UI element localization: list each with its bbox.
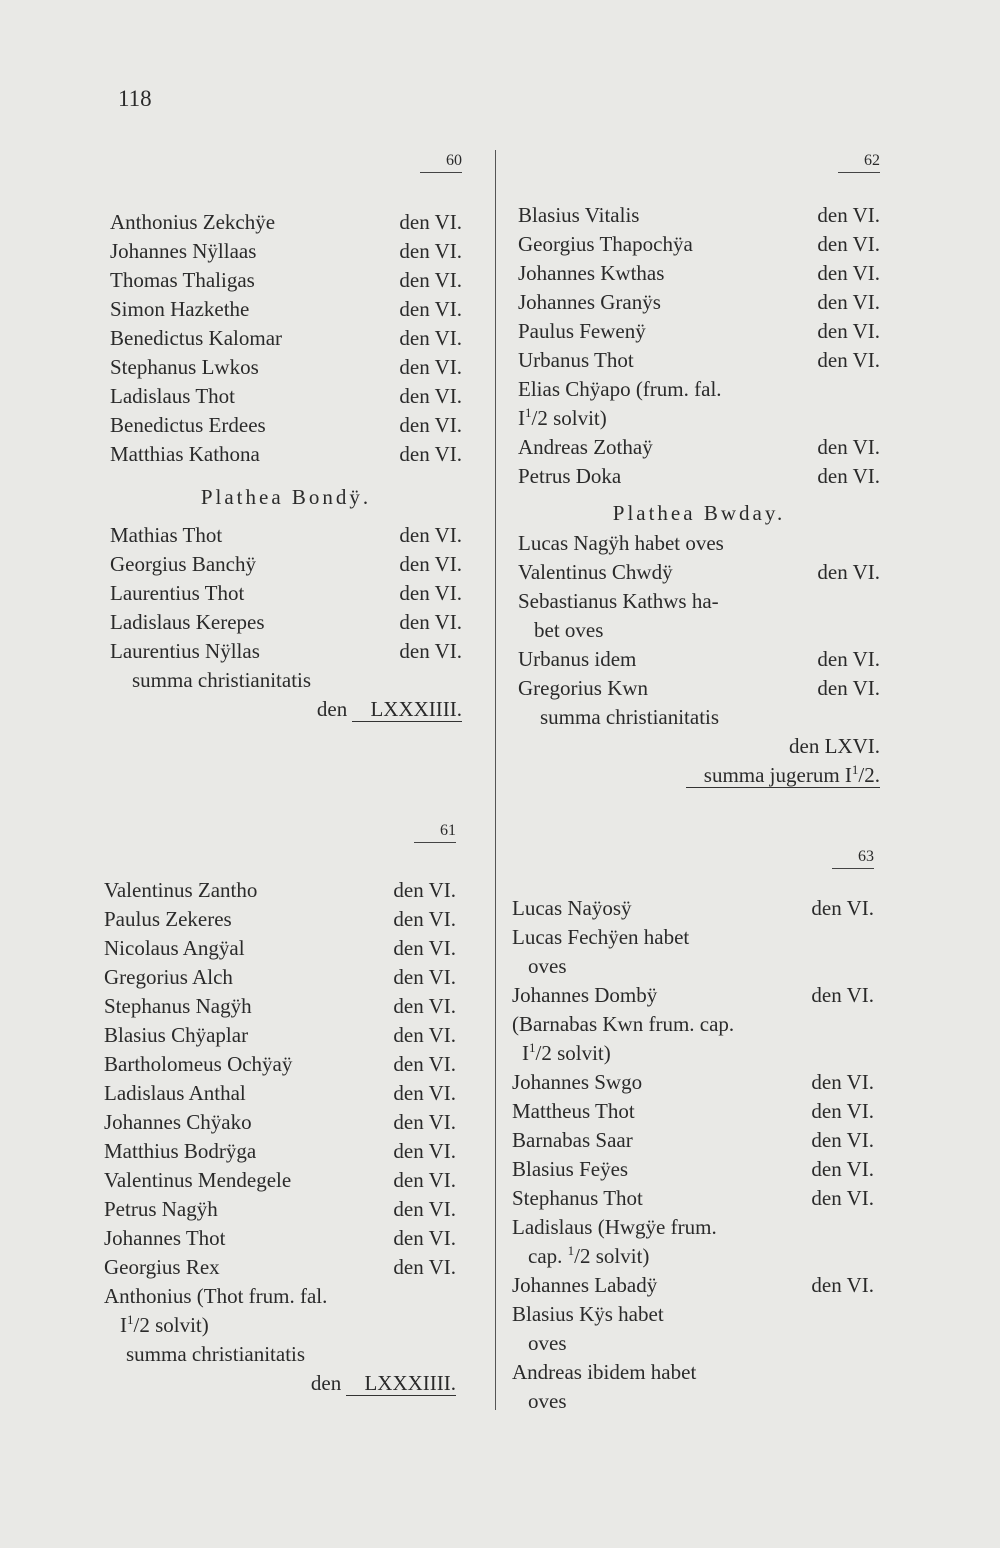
note-line: Lucas Nagÿh habet oves [518,531,724,555]
table-row: Urbanus idem den VI. [518,647,880,671]
table-row: Johannes Nÿllaas den VI. [110,239,462,263]
summa-line: summa christianitatis [132,668,312,692]
table-row: Laurentius Nÿllas den VI. [110,639,462,663]
table-row: Benedictus Kalomar den VI. [110,326,462,350]
section-number: 63 [512,848,874,866]
note-line: Sebastianus Kathws ha- [518,589,719,613]
note-line: Anthonius (Thot frum. fal. [104,1284,328,1308]
note-line: Ladislaus (Hwgÿe frum. [512,1215,717,1239]
table-row: Valentinus Mendegele den VI. [104,1168,456,1192]
table-row: Paulus Fewenÿ den VI. [518,319,880,343]
section-62 [518,152,880,790]
note-line: $I^1/2$ solvit) [120,1312,209,1337]
table-row: Urbanus Thot den VI. [518,348,880,372]
table-row: Nicolaus Angÿal den VI. [104,936,456,960]
table-row: Valentinus Zantho den VI. [104,878,456,902]
table-row: Laurentius Thot den VI. [110,581,462,605]
table-row: Anthonius Zekchÿe den VI. [110,210,462,234]
table-row: Ladislaus Kerepes den VI. [110,610,462,634]
section-60 [110,152,462,724]
column-divider [495,150,496,1410]
street-heading: Plathea Bondÿ. [200,485,372,509]
note-line: Andreas ibidem habet [512,1360,697,1384]
table-row: Johannes Chÿako den VI. [104,1110,456,1134]
table-row: Petrus Nagÿh den VI. [104,1197,456,1221]
note-line: $I^1/2$ solvit) [518,405,607,430]
total-line: den LXXXIIII. [316,697,462,721]
section-number: 60 [110,152,462,170]
total-line: den LXXXIIII. [310,1371,456,1395]
section-number: 61 [104,822,456,840]
table-row: Bartholomeus Ochÿaÿ den VI. [104,1052,456,1076]
table-row: Johannes Granÿs den VI. [518,290,880,314]
section-number: 62 [518,152,880,170]
note-line: oves [528,1389,567,1413]
table-row: Johannes Swgo den VI. [512,1070,874,1094]
table-row: Gregorius Alch den VI. [104,965,456,989]
table-row: Thomas Thaligas den VI. [110,268,462,292]
table-row: Stephanus Lwkos den VI. [110,355,462,379]
note-line: cap. $^1$/2 solvit) [528,1243,650,1268]
note-line: oves [528,1331,567,1355]
note-line: $I^1/2$ solvit) [522,1040,611,1065]
table-row: Stephanus Nagÿh den VI. [104,994,456,1018]
table-row: Barnabas Saar den VI. [512,1128,874,1152]
note-line: Blasius Kÿs habet [512,1302,664,1326]
note-line: bet oves [534,618,604,642]
table-row: Valentinus Chwdÿ den VI. [518,560,880,584]
table-row: Stephanus Thot den VI. [512,1186,874,1210]
jugerum-line: summa jugerum $I^1/2$. [518,761,880,790]
table-row: Ladislaus Thot den VI. [110,384,462,408]
table-row: Gregorius Kwn den VI. [518,676,880,700]
street-heading: Plathea Bwday. [612,501,786,525]
table-row: Matthias Kathona den VI. [110,442,462,466]
table-row: Lucas Naÿosÿ den VI. [512,896,874,920]
note-line: Elias Chÿapo (frum. fal. [518,377,722,401]
section-61 [104,822,456,1398]
table-row: Benedictus Erdees den VI. [110,413,462,437]
table-row: Johannes Labadÿ den VI. [512,1273,874,1297]
table-row: Mathias Thot den VI. [110,523,462,547]
table-row: Johannes Kwthas den VI. [518,261,880,285]
table-row: Johannes Dombÿ den VI. [512,983,874,1007]
table-row: Blasius Feÿes den VI. [512,1157,874,1181]
table-row: Georgius Banchÿ den VI. [110,552,462,576]
table-row: Georgius Rex den VI. [104,1255,456,1279]
table-row: Petrus Doka den VI. [518,464,880,488]
table-row: Paulus Zekeres den VI. [104,907,456,931]
note-line: Lucas Fechÿen habet [512,925,690,949]
total-line: den LXVI. [789,734,880,758]
table-row: Johannes Thot den VI. [104,1226,456,1250]
table-row: Matthius Bodrÿga den VI. [104,1139,456,1163]
note-line: (Barnabas Kwn frum. cap. [512,1012,735,1036]
summa-line: summa christianitatis [126,1342,306,1366]
table-row: Simon Hazkethe den VI. [110,297,462,321]
summa-line: summa christianitatis [540,705,720,729]
table-row: Andreas Zothaÿ den VI. [518,435,880,459]
section-63 [512,848,874,1416]
table-row: Mattheus Thot den VI. [512,1099,874,1123]
table-row: Blasius Chÿaplar den VI. [104,1023,456,1047]
table-row: Ladislaus Anthal den VI. [104,1081,456,1105]
table-row: Blasius Vitalis den VI. [518,203,880,227]
note-line: oves [528,954,567,978]
table-row: Georgius Thapochÿa den VI. [518,232,880,256]
page-number: 118 [118,86,152,111]
